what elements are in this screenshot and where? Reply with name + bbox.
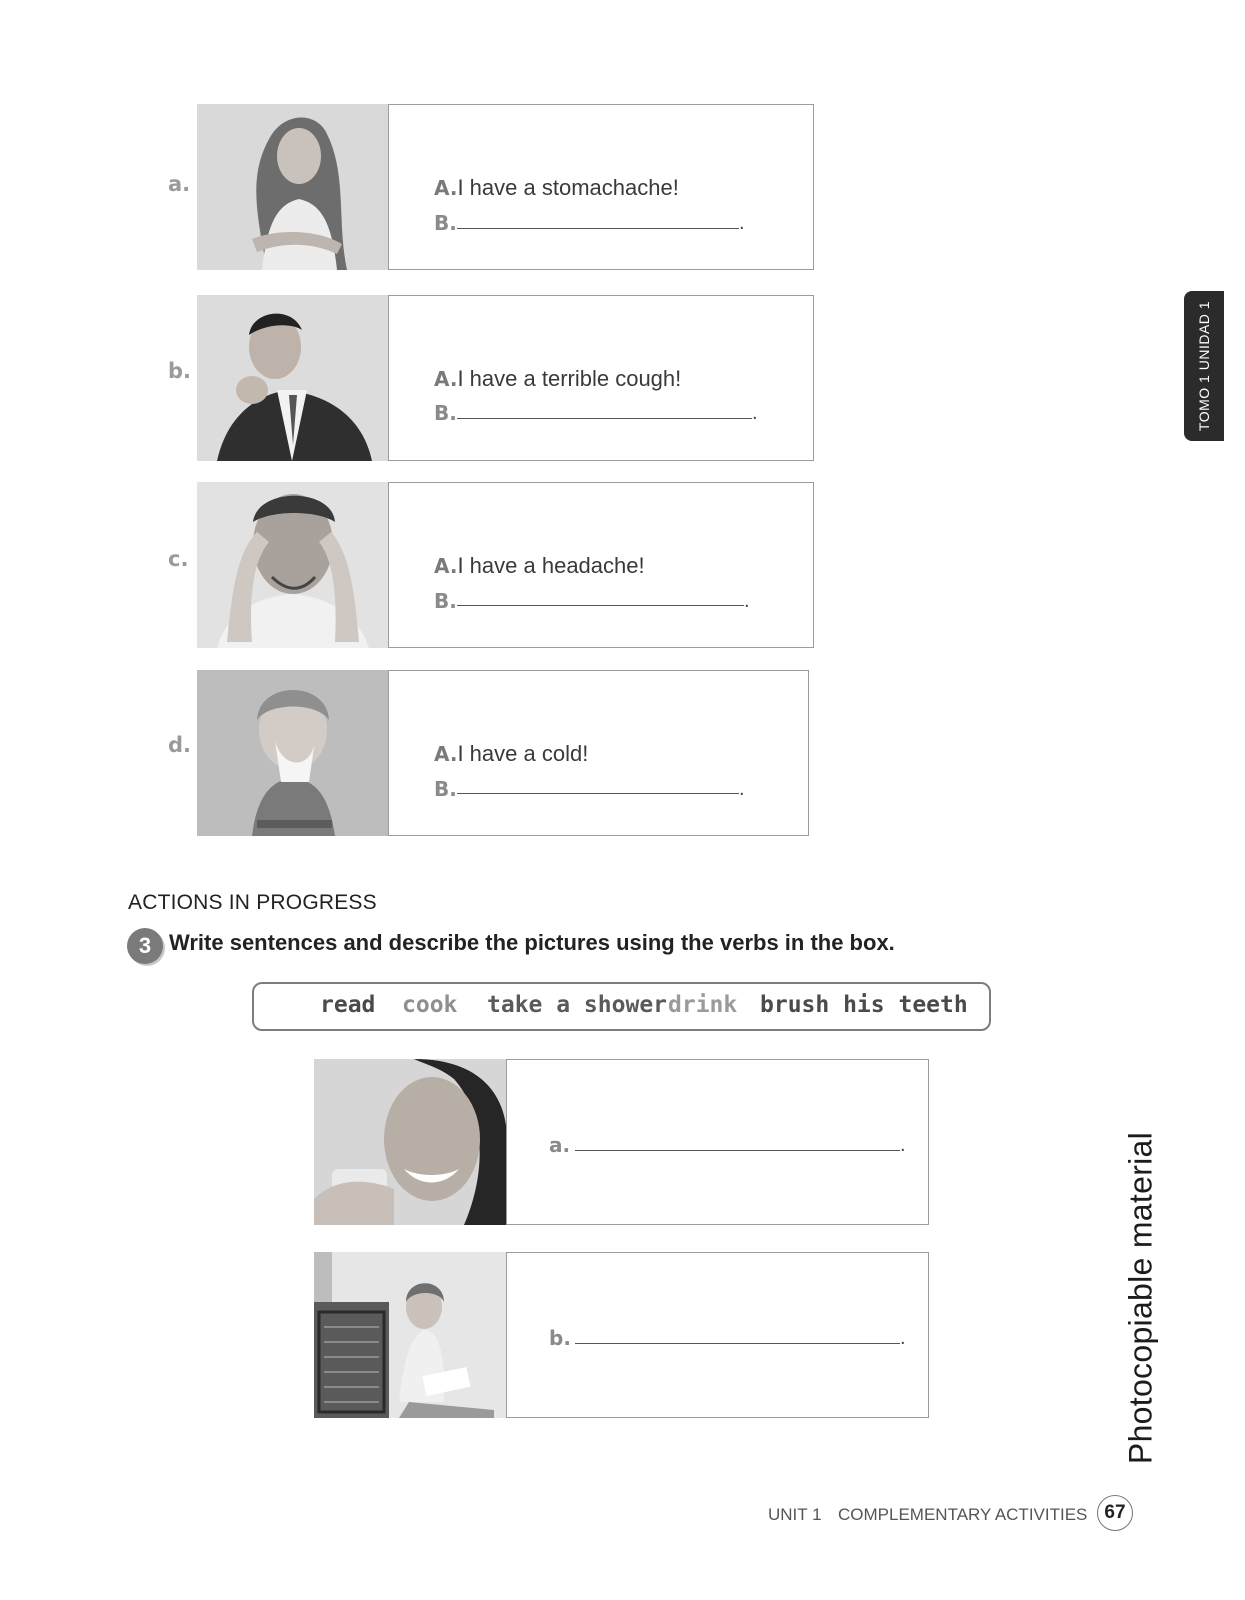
girl-reading-photo [314, 1252, 507, 1418]
line-a [434, 741, 588, 767]
speaker-a-text: I have a headache! [457, 553, 645, 578]
period: . [752, 402, 758, 424]
side-tab-label: TOMO 1 UNIDAD 1 [1196, 300, 1212, 432]
page-number: 67 [1097, 1495, 1133, 1531]
verb-word: take a shower [487, 992, 668, 1018]
speaker-a-label: A. [434, 742, 458, 766]
section-title: ACTIONS IN PROGRESS [128, 891, 377, 914]
period: . [744, 590, 750, 612]
picture-label-text: b. [549, 1326, 571, 1350]
speaker-a-text: I have a terrible cough! [457, 366, 682, 391]
item-letter: a. [168, 172, 191, 196]
answer-blank[interactable] [575, 1150, 900, 1151]
period: . [900, 1134, 906, 1156]
speaker-a-text: I have a cold! [457, 741, 589, 766]
line-a [434, 366, 681, 392]
footer-title: COMPLEMENTARY ACTIVITIES [838, 1505, 1088, 1524]
item-letter: d. [168, 733, 192, 757]
answer-blank[interactable] [575, 1343, 900, 1344]
speaker-a-text: I have a stomachache! [457, 175, 679, 200]
line-a [434, 175, 679, 201]
exercise-number-badge: 3 [127, 928, 163, 964]
answer-blank[interactable] [457, 793, 739, 794]
footer-unit: UNIT 1 [768, 1505, 822, 1524]
picture-label [549, 1132, 570, 1158]
man-headache-photo [197, 482, 389, 648]
period: . [739, 778, 745, 800]
man-coughing-photo [197, 295, 389, 461]
speaker-b-label: B. [434, 777, 457, 801]
speaker-b-label: B. [434, 211, 457, 235]
girl-cold-photo [197, 670, 389, 836]
line-a [434, 553, 645, 579]
speaker-a-label: A. [434, 554, 458, 578]
speaker-b-label: B. [434, 401, 457, 425]
line-b [434, 210, 457, 236]
speaker-b-label: B. [434, 589, 457, 613]
exercise-instruction: Write sentences and describe the pictures using the verbs in the box. [169, 930, 895, 955]
verb-word: drink [668, 992, 738, 1018]
item-letter: b. [168, 359, 192, 383]
verb-word: brush his teeth [760, 992, 968, 1018]
woman-drinking-photo [314, 1059, 507, 1225]
period: . [739, 212, 745, 234]
answer-blank[interactable] [457, 605, 744, 606]
photocopiable-label: Photocopiable material [1122, 1131, 1159, 1465]
speaker-a-label: A. [434, 367, 458, 391]
line-b [434, 588, 457, 614]
line-b [434, 400, 457, 426]
verb-word: cook [402, 992, 458, 1018]
line-b [434, 776, 457, 802]
picture-label-text: a. [549, 1133, 571, 1157]
verb-word: read [320, 992, 376, 1018]
answer-blank[interactable] [457, 418, 752, 419]
picture-label [549, 1325, 571, 1351]
period: . [900, 1327, 906, 1349]
girl-stomachache-photo [197, 104, 389, 270]
answer-blank[interactable] [457, 228, 739, 229]
item-letter: c. [168, 547, 189, 571]
speaker-a-label: A. [434, 176, 458, 200]
